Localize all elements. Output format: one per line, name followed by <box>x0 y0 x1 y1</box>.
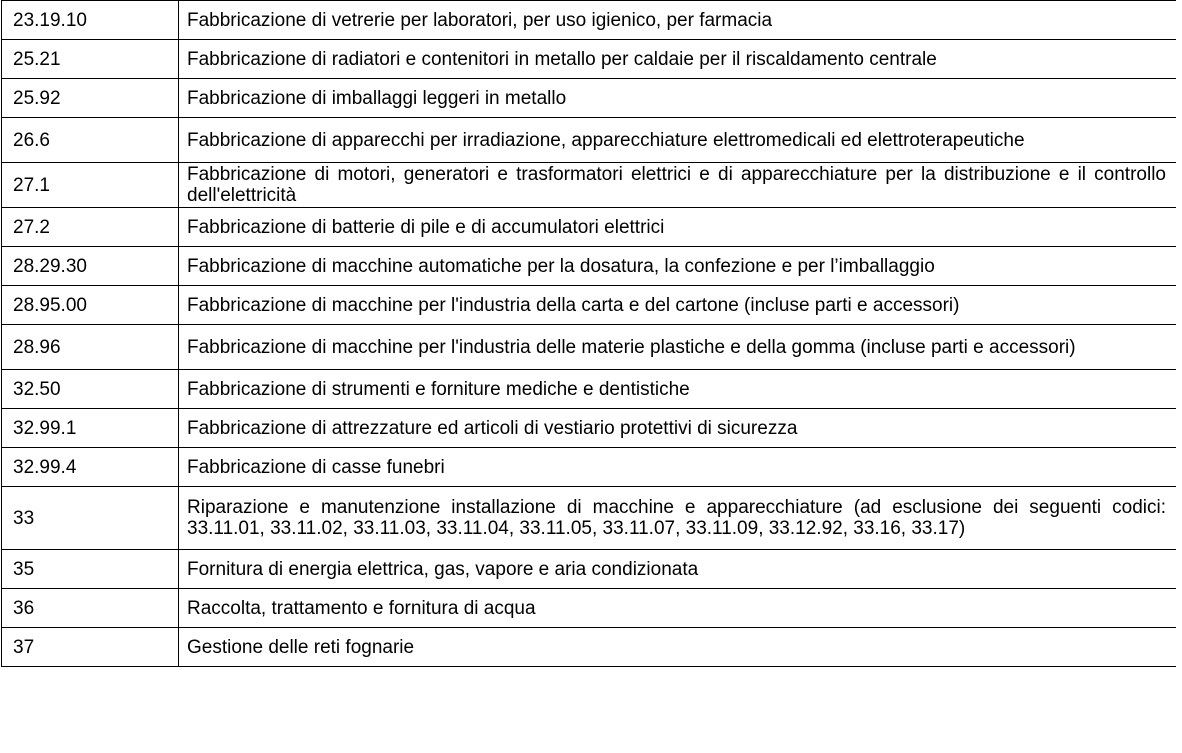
description-cell: Fabbricazione di vetrerie per laboratori, per uso igienico, per farmacia <box>179 1 1177 40</box>
description-cell: Fornitura di energia elettrica, gas, vapore e aria condizionata <box>179 550 1177 589</box>
table-row <box>2 163 1177 208</box>
code-cell: 33 <box>2 487 179 550</box>
code-cell: 25.92 <box>2 79 179 118</box>
description-cell: Fabbricazione di macchine automatiche per la dosatura, la confezione e per l’imballaggio <box>179 247 1177 286</box>
code-cell: 23.19.10 <box>2 1 179 40</box>
description-cell: Fabbricazione di strumenti e forniture mediche e dentistiche <box>179 370 1177 409</box>
code-cell: 26.6 <box>2 118 179 163</box>
ateco-codes-table-container <box>1 0 1176 753</box>
description-cell: Fabbricazione di imballaggi leggeri in metallo <box>179 79 1177 118</box>
code-cell: 37 <box>2 628 179 667</box>
table-row <box>2 208 1177 247</box>
code-cell: 27.2 <box>2 208 179 247</box>
code-cell: 28.96 <box>2 325 179 370</box>
table-row <box>2 448 1177 487</box>
description-cell: Fabbricazione di batterie di pile e di accumulatori elettrici <box>179 208 1177 247</box>
code-cell: 28.95.00 <box>2 286 179 325</box>
table-row <box>2 628 1177 667</box>
description-cell: Fabbricazione di macchine per l'industria delle materie plastiche e della gomma (incluse parti e accessori) <box>179 325 1177 370</box>
table-row <box>2 1 1177 40</box>
code-cell: 36 <box>2 589 179 628</box>
table-row <box>2 487 1177 550</box>
code-cell: 28.29.30 <box>2 247 179 286</box>
code-cell: 35 <box>2 550 179 589</box>
description-cell: Fabbricazione di apparecchi per irradiazione, apparecchiature elettromedicali ed elettroterapeutiche <box>179 118 1177 163</box>
table-row <box>2 409 1177 448</box>
table-row <box>2 40 1177 79</box>
table-row <box>2 370 1177 409</box>
table-row <box>2 118 1177 163</box>
description-cell: Fabbricazione di attrezzature ed articoli di vestiario protettivi di sicurezza <box>179 409 1177 448</box>
code-cell: 32.99.1 <box>2 409 179 448</box>
description-cell: Riparazione e manutenzione installazione di macchine e apparecchiature (ad esclusione dei seguenti codici: 33.11.01, 33.11.02, 33.11.03, 33.11.04, 33.11.05, 33.11.07, 33.11.09, 33.12.92, 33.16, 33.17) <box>179 487 1177 550</box>
code-cell: 32.50 <box>2 370 179 409</box>
table-row <box>2 79 1177 118</box>
ateco-codes-table <box>1 0 1176 667</box>
description-cell: Fabbricazione di macchine per l'industria della carta e del cartone (incluse parti e accessori) <box>179 286 1177 325</box>
code-cell: 27.1 <box>2 163 179 208</box>
description-cell: Gestione delle reti fognarie <box>179 628 1177 667</box>
table-row <box>2 550 1177 589</box>
code-cell: 25.21 <box>2 40 179 79</box>
table-row <box>2 247 1177 286</box>
description-cell: Fabbricazione di radiatori e contenitori in metallo per caldaie per il riscaldamento centrale <box>179 40 1177 79</box>
description-cell: Raccolta, trattamento e fornitura di acqua <box>179 589 1177 628</box>
table-row <box>2 325 1177 370</box>
table-row <box>2 589 1177 628</box>
description-cell: Fabbricazione di motori, generatori e trasformatori elettrici e di apparecchiature per la distribuzione e il controllo dell'elettricità <box>179 163 1177 208</box>
code-cell: 32.99.4 <box>2 448 179 487</box>
description-cell: Fabbricazione di casse funebri <box>179 448 1177 487</box>
table-row <box>2 286 1177 325</box>
